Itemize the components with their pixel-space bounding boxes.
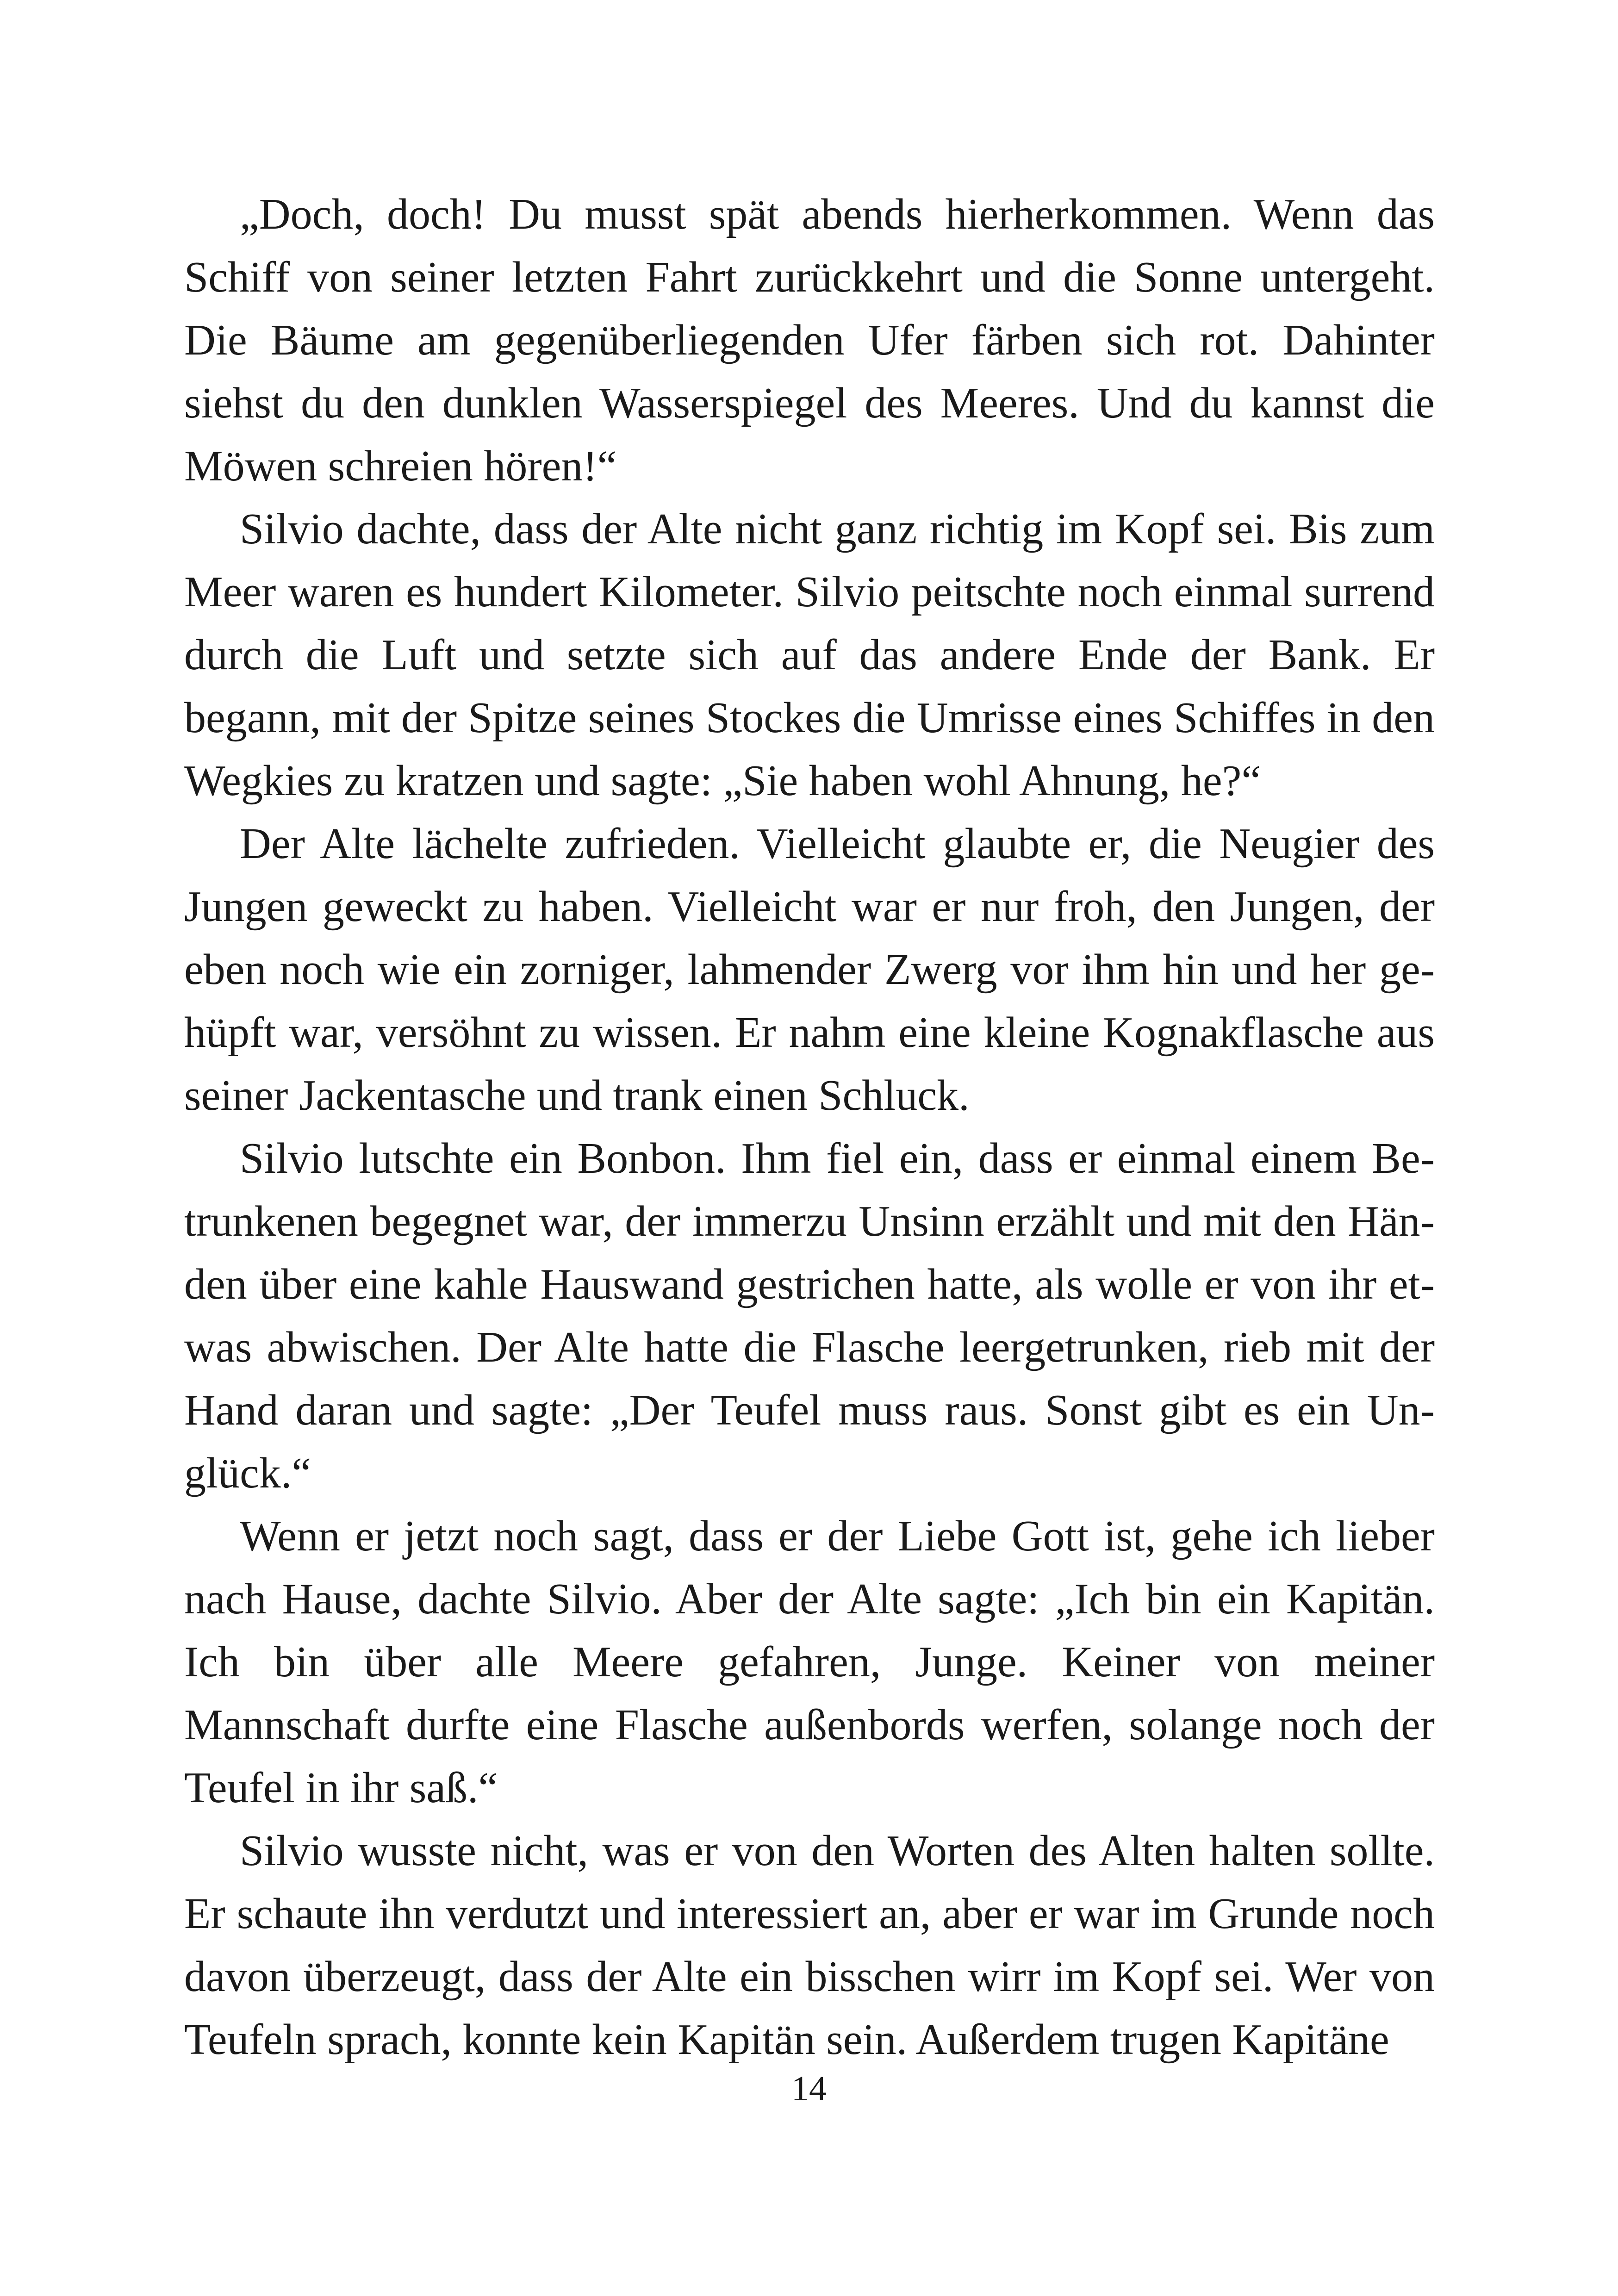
paragraph: Silvio lutschte ein Bonbon. Ihm fiel ein, dass er einmal einem Betrunkenen begegnet war, der immerzu Unsinn erzählt und mit den Händen über eine kahle Hauswand gestrichen hatte, als wolle er von ihr etwas abwischen. Der Alte hatte die Flasche leergetrunken, rieb mit der Hand daran und sagte: „Der Teufel muss raus. Sonst gibt es ein Unglück.“ bbox=[184, 1134, 1435, 1497]
page-number: 14 bbox=[791, 2069, 827, 2108]
paragraph: Der Alte lächelte zufrieden. Vielleicht glaubte er, die Neugier des Jungen geweckt zu haben. Vielleicht war er nur froh, den Jungen, der eben noch wie ein zorniger, lahmender Zwerg vor ihm hin und her gehüpft war, versöhnt zu wissen. Er nahm eine kleine Kognakflasche aus seiner Jackentasche und trank einen Schluck. bbox=[184, 820, 1435, 1120]
paragraph: Wenn er jetzt noch sagt, dass er der Liebe Gott ist, gehe ich lieber nach Hause, dachte Silvio. Aber der Alte sagte: „Ich bin ein Kapitän. Ich bin über alle Meere gefahren, Junge. Keiner von meiner Mannschaft durfte eine Flasche außenbords werfen, solange noch der Teufel in ihr saß.“ bbox=[184, 1512, 1435, 1812]
paragraph: Silvio wusste nicht, was er von den Worten des Alten halten sollte. Er schaute ihn verdutzt und interessiert an, aber er war im Grunde noch davon überzeugt, dass der Alte ein bisschen wirr im Kopf sei. Wer von Teufeln sprach, konnte kein Kapitän sein. Außerdem trugen Kapitäne bbox=[184, 1827, 1435, 2064]
paragraph: „Doch, doch! Du musst spät abends hierherkommen. Wenn das Schiff von seiner letzten Fahrt zurückkehrt und die Sonne untergeht. Die Bäume am gegenüberliegenden Ufer färben sich rot. Dahinter siehst du den dunklen Wasserspiegel des Meeres. Und du kannst die Möwen schreien hören!“ bbox=[184, 190, 1435, 490]
paragraph: Silvio dachte, dass der Alte nicht ganz richtig im Kopf sei. Bis zum Meer waren es hundert Kilometer. Silvio peitschte noch einmal surrend durch die Luft und setzte sich auf das andere Ende der Bank. Er begann, mit der Spitze seines Stockes die Umrisse eines Schiffes in den Wegkies zu kratzen und sagte: „Sie haben wohl Ahnung, he?“ bbox=[184, 505, 1435, 805]
body-text bbox=[184, 183, 1435, 2071]
